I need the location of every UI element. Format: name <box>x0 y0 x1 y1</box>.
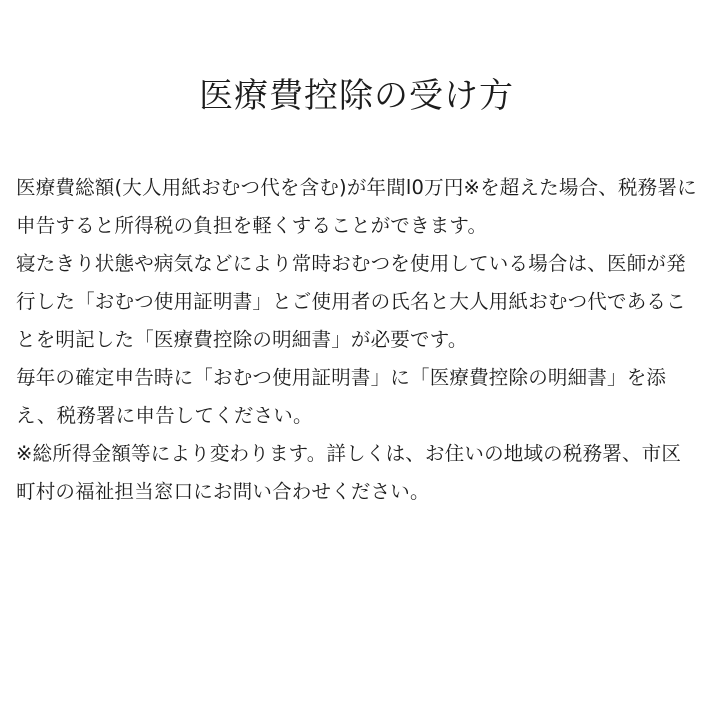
paragraph: 毎年の確定申告時に「おむつ使用証明書」に「医療費控除の明細書」を添え、税務署に申告してください。 <box>16 365 667 427</box>
page-title: 医療費控除の受け方 <box>199 76 514 116</box>
paragraph: ※総所得金額等により変わります。詳しくは、お住いの地域の税務署、市区町村の福祉担当窓口にお問い合わせください。 <box>16 441 682 503</box>
paragraph: 寝たきり状態や病気などにより常時おむつを使用している場合は、医師が発行した「おむつ使用証明書」とご使用者の氏名と大人用紙おむつ代であることを明記した「医療費控除の明細書」が必要です。 <box>16 251 686 351</box>
paragraph: 医療費総額(大人用紙おむつ代を含む)が年間l0万円※を超えた場合、税務署に申告すると所得税の負担を軽くすることができます。 <box>16 175 697 237</box>
document-body <box>0 169 713 511</box>
